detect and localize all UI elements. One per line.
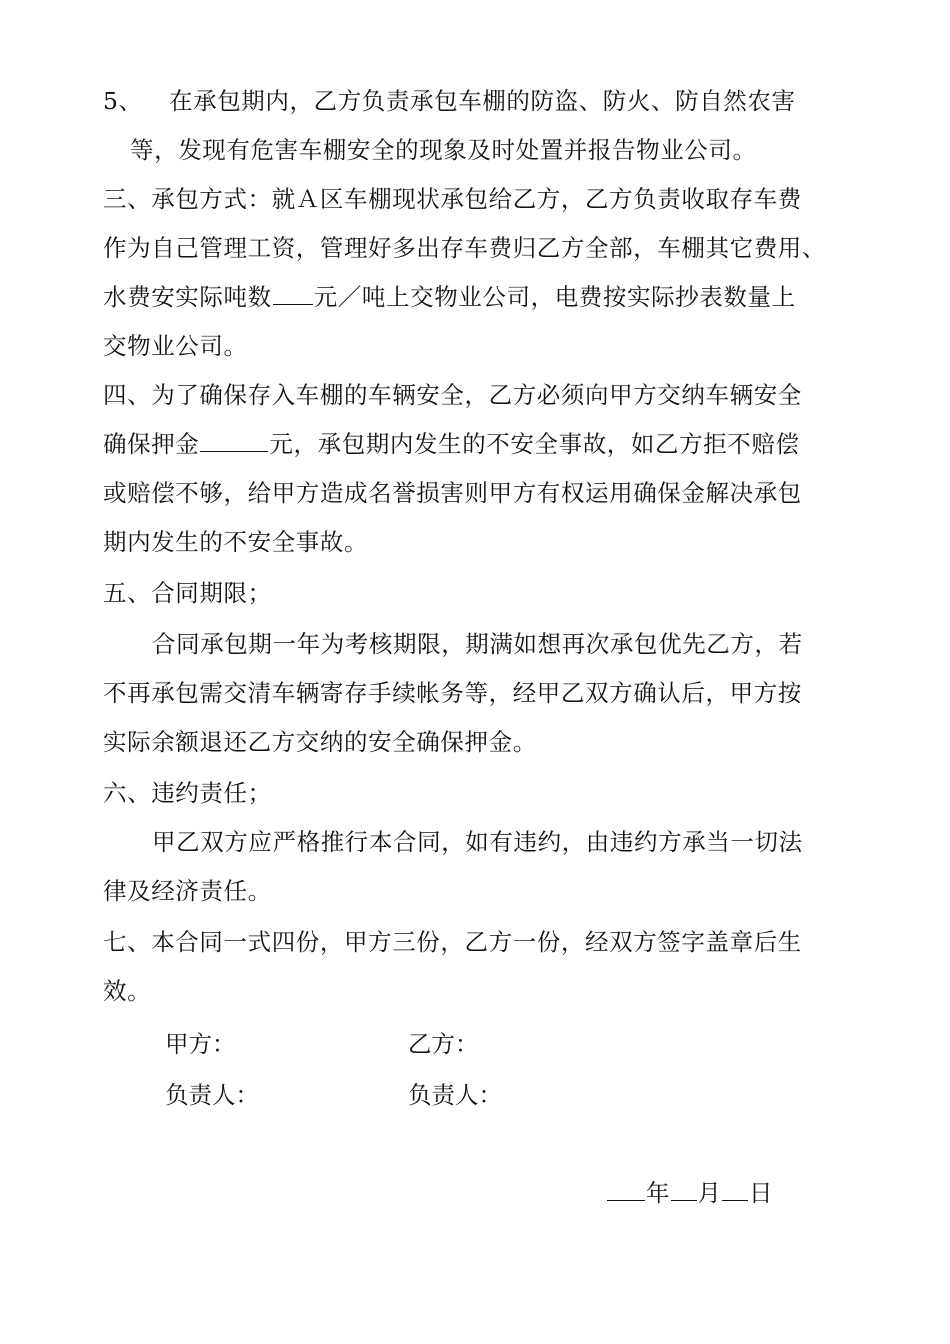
section-6-line-2: 律及经济责任。 xyxy=(103,877,272,905)
day-label: 日 xyxy=(749,1179,773,1207)
section-5-line-2: 不再承包需交清车辆寄存手续帐务等，经甲乙双方确认后，甲方按 xyxy=(103,679,802,707)
section-7-line-1: 七、本合同一式四份，甲方三份，乙方一份，经双方签字盖章后生 xyxy=(103,928,802,956)
party-a-person-label: 负责人： xyxy=(165,1081,259,1109)
section-3-line-4: 交物业公司。 xyxy=(103,332,248,360)
month-label: 月 xyxy=(697,1179,721,1207)
section-4-line-1: 四、为了确保存入车棚的车辆安全，乙方必须向甲方交纳车辆安全 xyxy=(103,381,802,409)
clause-5-line-2: 等，发现有危害车棚安全的现象及时处置并报告物业公司。 xyxy=(130,136,757,164)
party-a-label: 甲方： xyxy=(165,1030,236,1058)
section-3-line-1: 三、承包方式：就Ａ区车棚现状承包给乙方，乙方负责收取存车费 xyxy=(103,185,802,213)
day-blank[interactable] xyxy=(722,1178,748,1201)
section-7-line-2: 效。 xyxy=(103,977,152,1005)
year-label: 年 xyxy=(646,1179,670,1207)
section-6-line-1: 甲乙双方应严格推行本合同，如有违约，由违约方承当一切法 xyxy=(152,828,803,856)
section-3-line-2: 作为自己管理工资，管理好多出存车费归乙方全部，车棚其它费用、 xyxy=(103,234,826,262)
clause-5-number: 5、 xyxy=(103,87,143,115)
date-line xyxy=(606,1178,773,1208)
section-5-heading: 五、合同期限； xyxy=(103,579,272,607)
section-6-heading: 六、违约责任； xyxy=(103,779,272,807)
section-4-line-3: 或赔偿不够，给甲方造成名誉损害则甲方有权运用确保金解决承包 xyxy=(103,479,802,507)
section-4-line-2 xyxy=(103,429,863,459)
year-blank[interactable] xyxy=(607,1178,645,1201)
section-4-line-2-before: 确保押金 xyxy=(103,430,200,458)
party-b-label: 乙方： xyxy=(408,1030,479,1058)
section-3-line-3 xyxy=(103,282,863,312)
price-per-ton-blank[interactable] xyxy=(273,282,313,305)
section-5-line-1: 合同承包期一年为考核期限，期满如想再次承包优先乙方，若 xyxy=(152,630,803,658)
section-4-line-2-after: 元，承包期内发生的不安全事故，如乙方拒不赔偿 xyxy=(269,430,800,458)
section-3-line-3-after: 元／吨上交物业公司，电费按实际抄表数量上 xyxy=(313,283,796,311)
party-b-person-label: 负责人： xyxy=(408,1081,502,1109)
section-3-line-3-before: 水费安实际吨数 xyxy=(103,283,272,311)
section-4-line-4: 期内发生的不安全事故。 xyxy=(103,528,369,556)
month-blank[interactable] xyxy=(671,1178,697,1201)
section-5-line-3: 实际余额退还乙方交纳的安全确保押金。 xyxy=(103,728,537,756)
clause-5-text-1: 在承包期内，乙方负责承包车棚的防盗、防火、防自然农害 xyxy=(169,87,796,115)
clause-5-line-1 xyxy=(103,86,863,116)
deposit-amount-blank[interactable] xyxy=(200,429,268,452)
